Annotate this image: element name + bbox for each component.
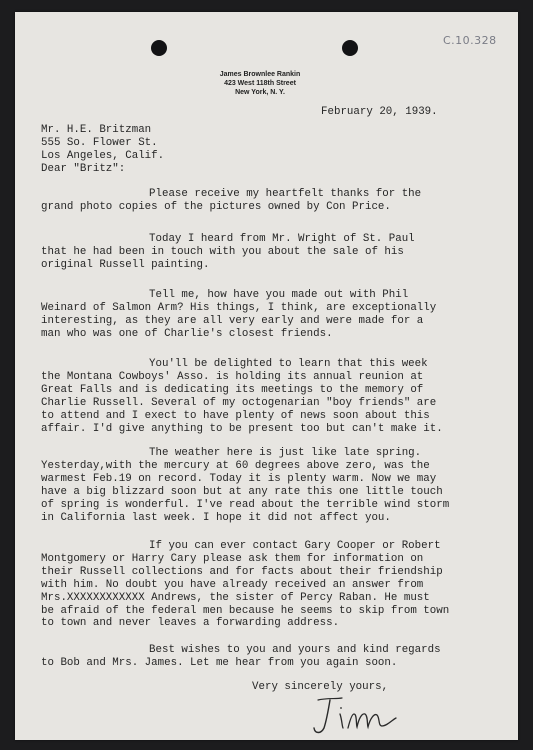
paragraph-line: Great Falls and is dedicating its meetings to the memory of	[41, 383, 424, 396]
paragraph-7	[41, 644, 441, 670]
paragraph-4	[41, 358, 443, 435]
paragraph-line: of spring is wonderful. I've read about the terrible wind storm	[41, 498, 450, 511]
paragraph-line: You'll be delighted to learn that this week	[149, 358, 428, 370]
paragraph-line: be afraid of the federal men because he seems to skip from town	[41, 604, 450, 617]
paragraph-line: their Russell collections and for facts about their friendship	[41, 565, 443, 578]
paragraph-line: have a big blizzard soon but at any rate this one little touch	[41, 485, 443, 498]
recipient-line: Mr. H.E. Britzman	[41, 124, 152, 136]
paragraph-line: If you can ever contact Gary Cooper or Robert	[149, 540, 441, 552]
paragraph-2	[41, 233, 415, 272]
punch-hole-left	[151, 40, 167, 56]
paragraph-line: to Bob and Mrs. James. Let me hear from you again soon.	[41, 656, 398, 669]
paragraph-line: Charlie Russell. Several of my octogenarian "boy friends" are	[41, 396, 437, 409]
paragraph-line: warmest Feb.19 on record. Today it is plenty warm. Now we may	[41, 472, 437, 485]
letterhead-street: 423 West 118th Street	[224, 80, 296, 87]
letterhead	[200, 70, 320, 97]
recipient-line: Los Angeles, Calif.	[41, 149, 165, 162]
paragraph-line: Mrs.XXXXXXXXXXXX Andrews, the sister of Percy Raban. He must	[41, 591, 430, 604]
paragraph-1	[41, 188, 421, 214]
paragraph-line: grand photo copies of the pictures owned by Con Price.	[41, 200, 391, 213]
paragraph-line: affair. I'd give anything to be present too but can't make it.	[41, 422, 443, 435]
letter-date: February 20, 1939.	[321, 106, 438, 118]
paragraph-line: Tell me, how have you made out with Phil	[149, 289, 409, 301]
paragraph-line: Yesterday,with the mercury at 60 degrees above zero, was the	[41, 459, 430, 472]
catalog-number: C.10.328	[443, 34, 497, 47]
paragraph-line: the Montana Cowboys' Asso. is holding its annual reunion at	[41, 370, 424, 383]
paragraph-line: Montgomery or Harry Cary please ask them for information on	[41, 552, 424, 565]
salutation: Dear "Britz":	[41, 163, 126, 175]
paragraph-line: Weinard of Salmon Arm? His things, I think, are exceptionally	[41, 301, 437, 314]
signature	[312, 690, 402, 738]
paragraph-line: Today I heard from Mr. Wright of St. Paul	[149, 233, 415, 245]
recipient-line: 555 So. Flower St.	[41, 136, 158, 149]
paragraph-3	[41, 289, 436, 341]
punch-hole-right	[342, 40, 358, 56]
letterhead-city: New York, N. Y.	[235, 89, 285, 96]
paragraph-line: with him. No doubt you have already received an answer from	[41, 578, 424, 591]
paragraph-line: that he had been in touch with you about the sale of his	[41, 245, 404, 258]
letterhead-name: James Brownlee Rankin	[219, 71, 301, 78]
closing: Very sincerely yours,	[252, 681, 389, 693]
paragraph-line: in California last week. I hope it did not affect you.	[41, 511, 391, 524]
paragraph-line: original Russell painting.	[41, 258, 210, 271]
paragraph-line: man who was one of Charlie's closest friends.	[41, 327, 333, 340]
paragraph-line: Best wishes to you and yours and kind regards	[149, 644, 441, 656]
paragraph-5	[41, 447, 449, 524]
paragraph-line: The weather here is just like late spring.	[149, 447, 422, 459]
paragraph-line: to attend and I exect to have plenty of news soon about this	[41, 409, 430, 422]
paragraph-line: to town and never leaves a forwarding address.	[41, 617, 340, 630]
paragraph-line: interesting, as they are all very early and were made for a	[41, 314, 424, 327]
recipient-address	[41, 124, 164, 163]
paragraph-line: Please receive my heartfelt thanks for the	[149, 188, 422, 200]
paragraph-6	[41, 540, 449, 630]
